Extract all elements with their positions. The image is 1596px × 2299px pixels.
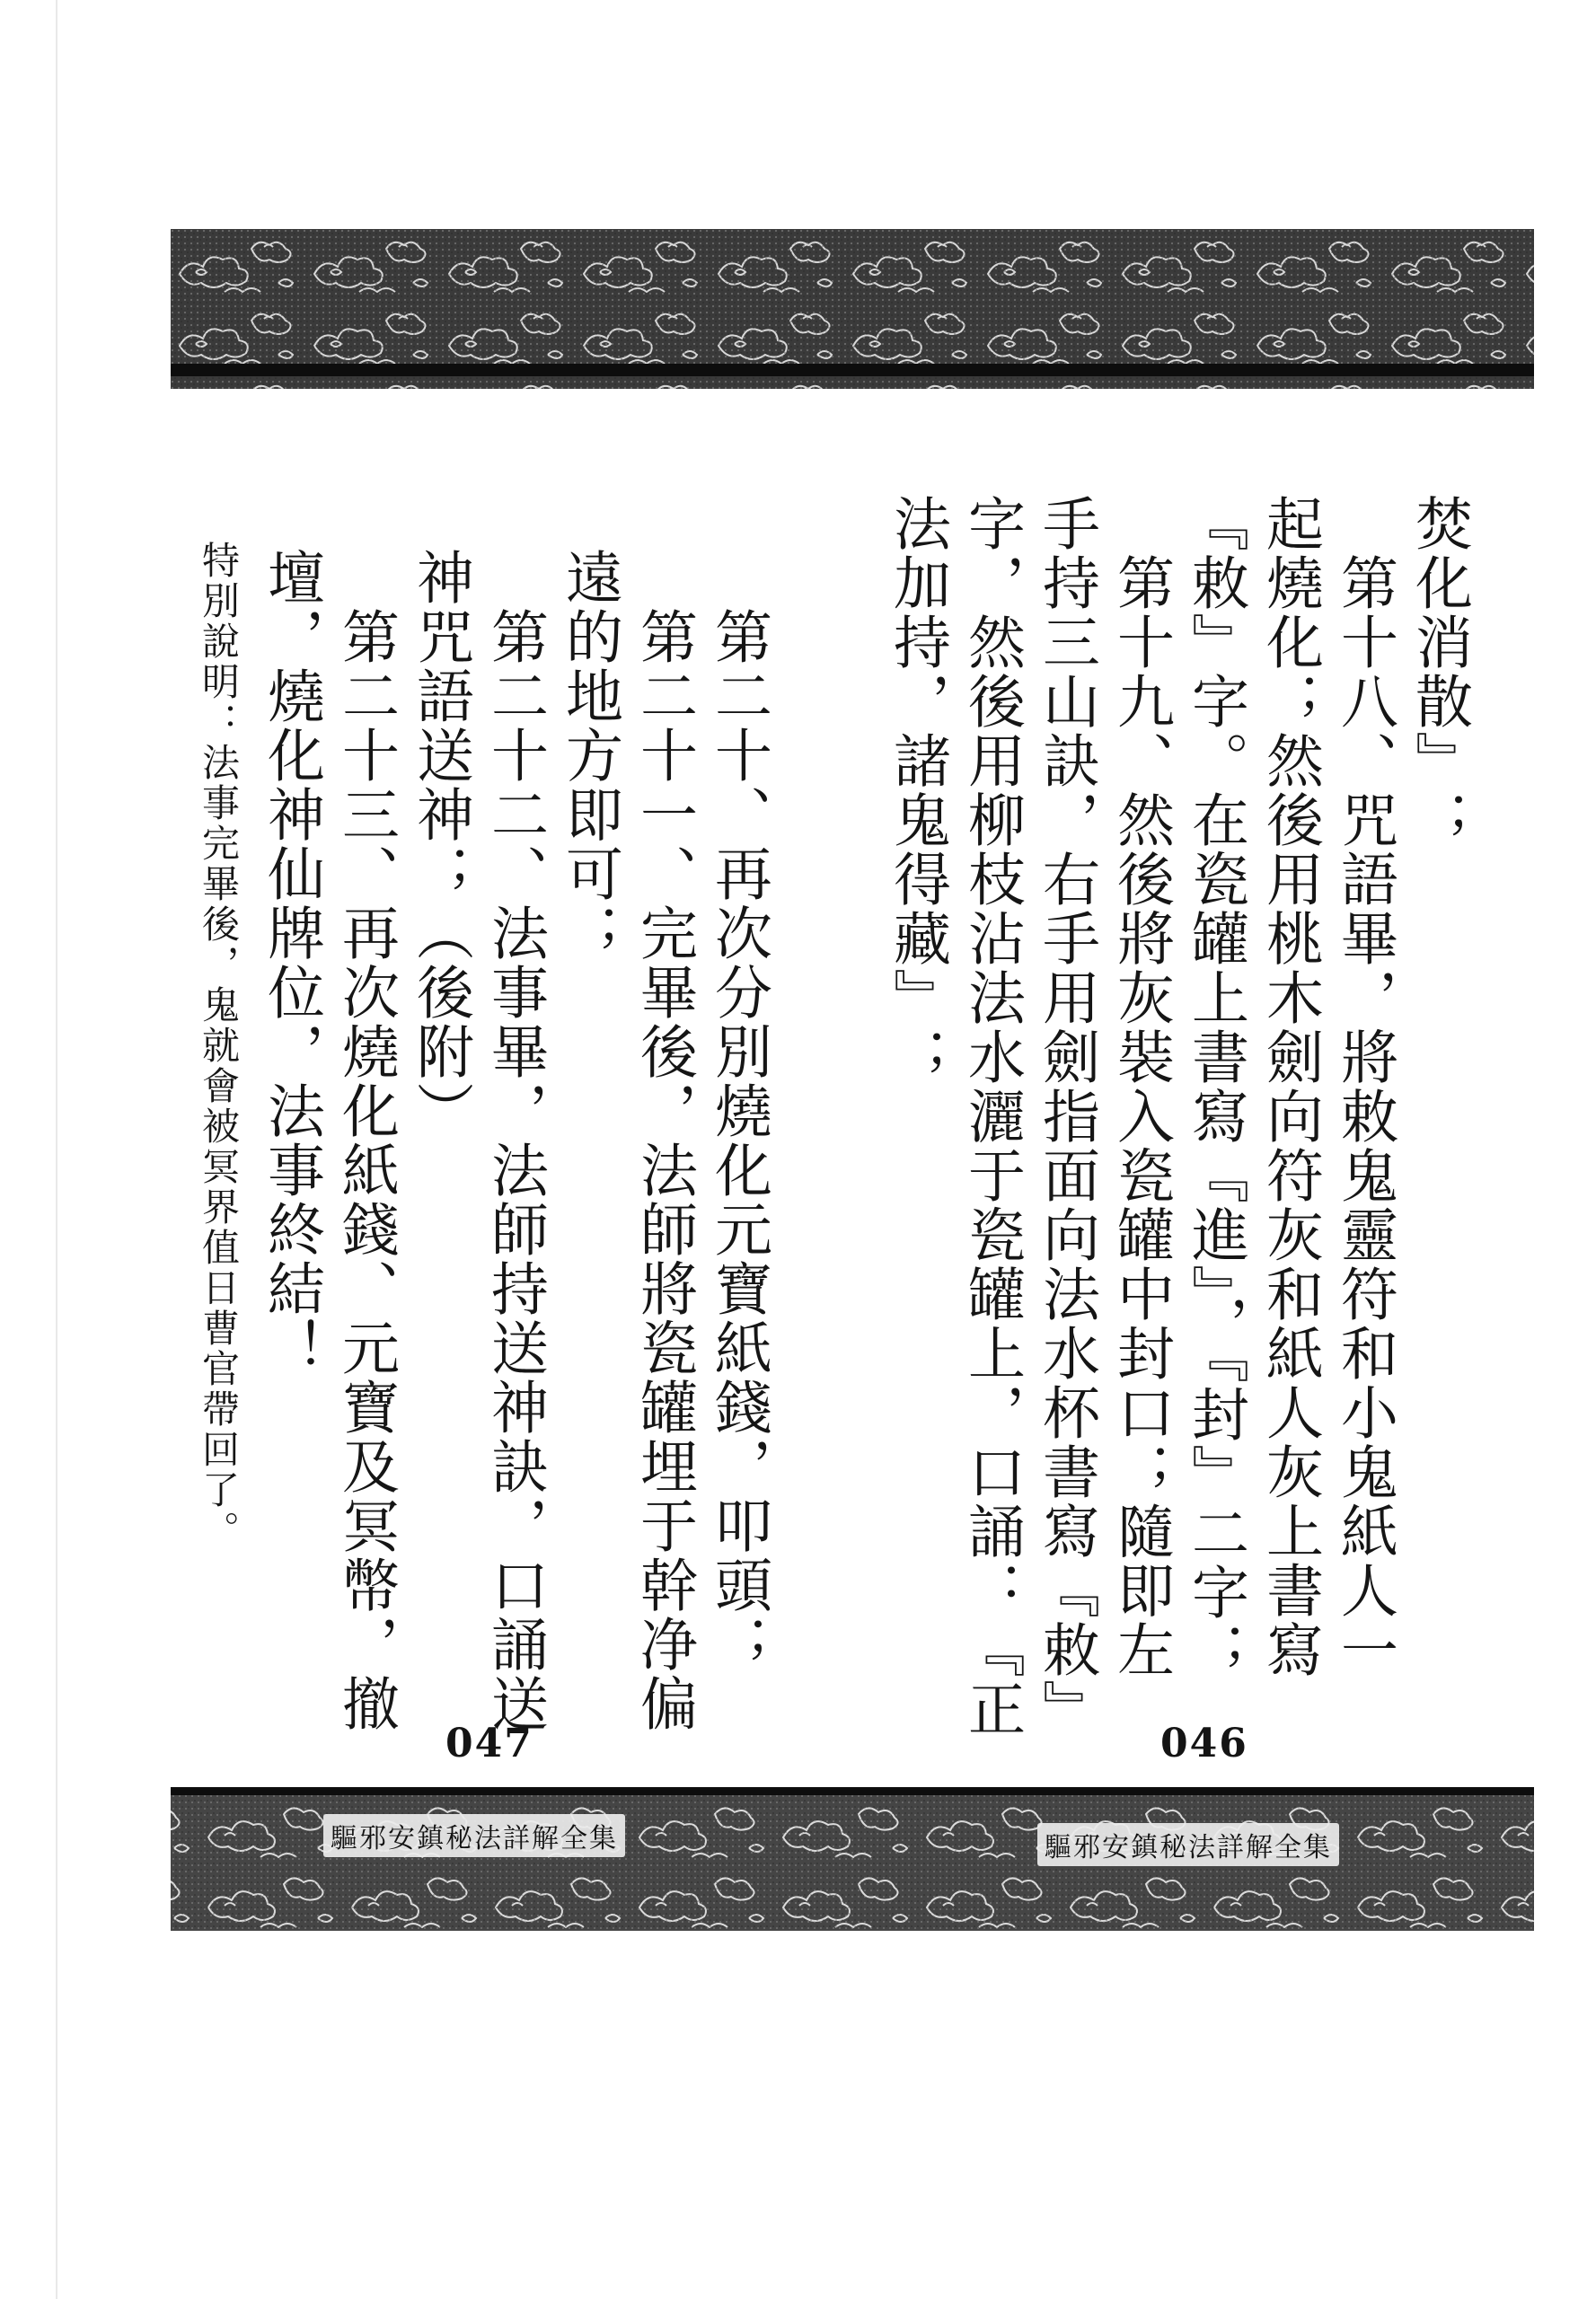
text-column: 神咒語送神；（後附） bbox=[407, 548, 473, 1141]
cloud-pattern-top bbox=[171, 229, 1534, 389]
text-column: 壇，燒化神仙牌位，法事終結！ bbox=[258, 548, 324, 1378]
book-title-right: 驅邪安鎮秘法詳解全集 bbox=[1037, 1823, 1339, 1866]
special-note: 特別說明：法事完畢後，鬼就會被冥界值日曹官帶回了。 bbox=[197, 541, 241, 1551]
text-column: 第二十、再次分別燒化元寶紙錢，叩頭； bbox=[705, 548, 772, 1674]
text-column: 法加持，諸鬼得藏』； bbox=[884, 494, 950, 1087]
text-column: 第二十二、法事畢，法師持送神訣，口誦送 bbox=[481, 548, 548, 1733]
text-column: 遠的地方即可； bbox=[556, 548, 622, 963]
top-cloud-band bbox=[171, 229, 1534, 389]
text-column: 第二十三、再次燒化紙錢、元寶及冥幣，撤 bbox=[332, 548, 399, 1733]
book-title-left: 驅邪安鎮秘法詳解全集 bbox=[323, 1814, 625, 1857]
text-column: 焚化消散』； bbox=[1406, 494, 1472, 850]
text-column: 手持三山訣，右手用劍指面向法水杯書寫『敕』 bbox=[1033, 494, 1099, 1739]
text-column: 『敕』字。在瓷罐上書寫『進』，『封』二字； bbox=[1182, 494, 1248, 1681]
text-column: 第十九、然後將灰裝入瓷罐中封口；隨即左 bbox=[1107, 494, 1174, 1679]
page-number-right: 046 bbox=[1160, 1721, 1248, 1766]
text-column: 字，然後用柳枝沾法水灑于瓷罐上，口誦：『正 bbox=[958, 494, 1025, 1739]
text-column: 起燒化；然後用桃木劍向符灰和紙人灰上書寫 bbox=[1257, 494, 1323, 1679]
page-number-left: 047 bbox=[445, 1721, 533, 1766]
scan-edge-line bbox=[56, 0, 57, 2299]
text-column: 第十八、咒語畢，將敕鬼靈符和小鬼紙人一 bbox=[1331, 494, 1398, 1679]
text-column: 第二十一、完畢後，法師將瓷罐埋于幹净偏 bbox=[630, 548, 697, 1733]
